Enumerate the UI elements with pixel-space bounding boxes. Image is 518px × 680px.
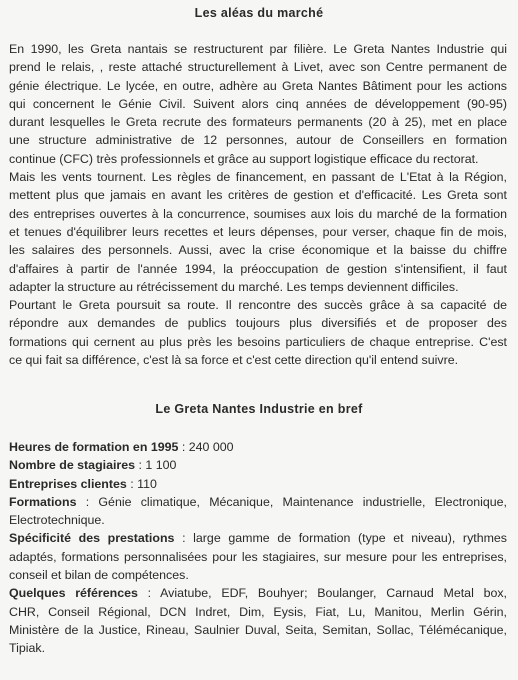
paragraph-line: adapter la structure au rétrécissement du marché. Les temps deviennent difficiles. xyxy=(9,279,459,294)
fact-line xyxy=(9,548,507,566)
fact-label: Nombre de stagiaires xyxy=(9,458,136,473)
fact-line xyxy=(9,475,507,493)
paragraph-line: formations qui cernent au plus près les besoins particuliers de chaque entreprise. C'est xyxy=(9,334,507,349)
paragraph-line: une structure administrative de 12 personnes, autour de Conseillers en formation xyxy=(9,133,507,148)
paragraph-line: mettent plus que jamais en avant les critères de gestion et d'efficacité. Les Greta sont xyxy=(9,188,507,203)
paragraph-line: durant lesquelles le Greta recrute des formateurs permanents (20 à 25), met en place xyxy=(9,115,507,130)
paragraph-line: prend le relais, , reste attaché structurellement à Livet, avec son Centre permanent de xyxy=(9,60,507,75)
paragraph-line: des entreprises ouvertes à la concurrence, soumises aux lois du marché de la formation xyxy=(9,206,507,221)
paragraph-line: Mais les vents tournent. Les règles de financement, en passant de L'Etat à la Région, xyxy=(9,170,507,185)
summary-facts xyxy=(9,438,507,658)
fact-value: : Aviatube, EDF, Bouhyer; Boulanger, Carnaud Metal box, xyxy=(137,586,507,601)
section-title-market: Les aléas du marché xyxy=(194,6,324,20)
fact-label: Quelques références xyxy=(9,586,138,601)
fact-value: : 240 000 xyxy=(178,440,234,454)
paragraph-line: En 1990, les Greta nantais se restructurent par filière. Le Greta Nantes Industrie qui xyxy=(9,42,507,56)
fact-value: Tipiak. xyxy=(9,641,46,656)
fact-line xyxy=(9,511,507,529)
section-title-summary: Le Greta Nantes Industrie en bref xyxy=(155,402,363,416)
fact-value: adaptés, formations personnalisées pour les stagiaires, sur mesure pour les entreprises, xyxy=(9,549,507,564)
fact-value: : 1 100 xyxy=(135,458,177,473)
fact-line xyxy=(9,603,507,621)
paragraph-line: Pourtant le Greta poursuit sa route. Il rencontre des succès grâce à sa capacité de xyxy=(9,298,507,313)
paragraph-line: ce qui fait sa différence, c'est là sa force et c'est cette direction qu'il entend suivre. xyxy=(9,353,459,368)
fact-value: : large gamme de formation (type et niveau), rythmes xyxy=(174,531,507,546)
paragraph-line: répondre aux demandes de publics toujours plus diversifiés et de proposer des xyxy=(9,316,507,331)
fact-line xyxy=(9,529,507,547)
fact-line xyxy=(9,621,507,639)
fact-value: Ministère de la Justice, Rineau, Saulnier Duval, Seita, Semitan, Sollac, Télémécanique, xyxy=(9,622,507,637)
fact-line xyxy=(9,456,507,474)
paragraph-line: les salaires des personnels. Aussi, avec la crise économique et la baisse du chiffre xyxy=(9,243,507,258)
fact-line xyxy=(9,566,507,584)
fact-value: : 110 xyxy=(126,476,157,491)
paragraph-line: génie électrique. Le lycée, en outre, adhère au Greta Nantes Bâtiment pour les actions xyxy=(9,78,507,93)
paragraph-line: continue (CFC) très professionnels et grâce au support logistique efficace du rectorat. xyxy=(9,151,479,166)
fact-line xyxy=(9,493,507,511)
fact-value: Electrotechnique. xyxy=(9,513,105,528)
market-paragraph xyxy=(9,40,507,369)
fact-label: Spécificité des prestations xyxy=(9,531,175,546)
paragraph-line: qui concernent le Génie Civil. Suivent alors cinq années de développement (90-95) xyxy=(9,96,507,111)
fact-label: Formations xyxy=(9,494,77,509)
paragraph-line: et tenues d'équilibrer leurs recettes et leurs dépenses, pour verser, chaque fin de mois, xyxy=(9,224,507,239)
fact-line xyxy=(9,438,507,456)
fact-label: Heures de formation en 1995 xyxy=(9,440,179,454)
fact-value: conseil et bilan de compétences. xyxy=(9,568,189,583)
fact-value: : Génie climatique, Mécanique, Maintenance industrielle, Electronique, xyxy=(76,494,507,509)
fact-value: CHR, Conseil Régional, DCN Indret, Dim, Eysis, Fiat, Lu, Manitou, Merlin Gérin, xyxy=(9,604,507,619)
paragraph-line: d'affaires à partir de l'année 1994, la préoccupation de gestion s'intensifient, il faut xyxy=(9,261,507,276)
fact-line xyxy=(9,639,507,657)
fact-label: Entreprises clientes xyxy=(9,476,127,491)
fact-line xyxy=(9,584,507,602)
